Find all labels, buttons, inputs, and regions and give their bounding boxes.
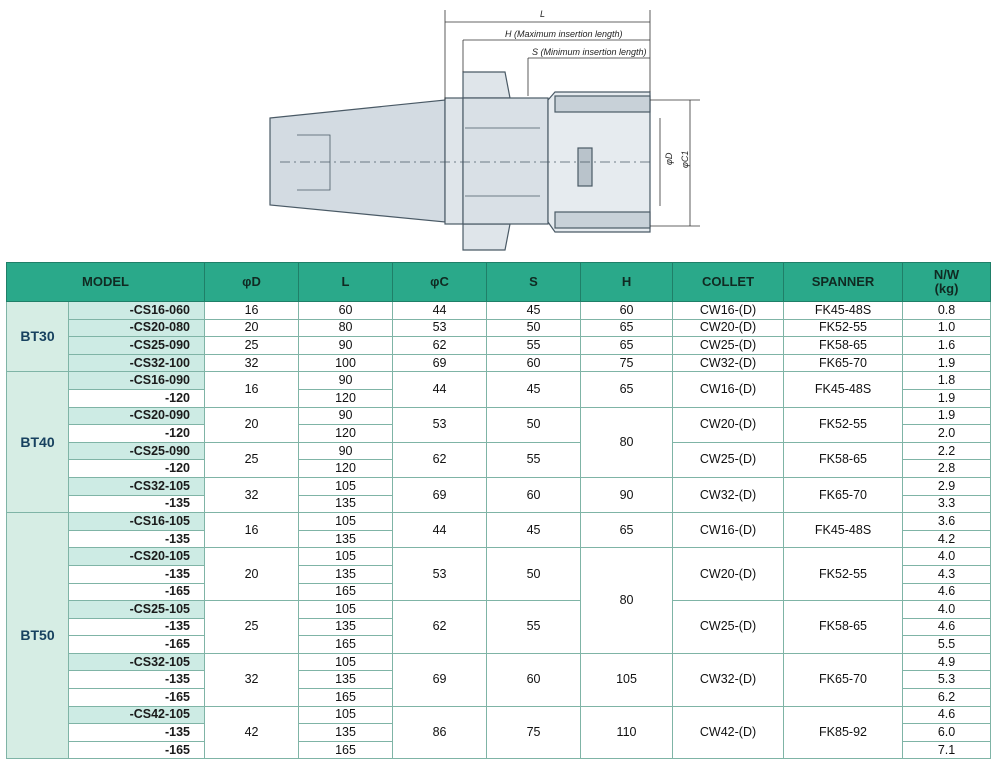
model-cell: -120 [69,425,205,443]
h-cell: 65 [581,513,673,548]
model-cell: -CS25-090 [69,442,205,460]
l-cell: 105 [299,548,393,566]
model-cell: -CS32-105 [69,477,205,495]
l-cell: 135 [299,495,393,513]
table-row [7,372,991,390]
group-label-bt50: BT50 [7,513,69,759]
h-cell: 65 [581,372,673,407]
spanner-cell: FK45-48S [784,372,903,407]
model-cell: -165 [69,741,205,759]
nw-cell: 2.9 [903,477,991,495]
group-label-bt30: BT30 [7,302,69,372]
d-cell: 42 [205,706,299,759]
h-cell: 65 [581,319,673,337]
collet-cell: CW32-(D) [673,354,784,372]
collet-cell: CW20-(D) [673,548,784,601]
nw-cell: 2.8 [903,460,991,478]
model-cell: -135 [69,724,205,742]
model-cell: -CS16-090 [69,372,205,390]
d-cell: 25 [205,442,299,477]
nw-cell: 4.3 [903,565,991,583]
d-cell: 16 [205,513,299,548]
spec-table [6,262,991,759]
spanner-cell: FK45-48S [784,513,903,548]
table-row [7,601,991,619]
model-cell: -165 [69,689,205,707]
nw-cell: 1.9 [903,389,991,407]
model-cell: -135 [69,671,205,689]
c-cell: 44 [393,513,487,548]
spanner-cell: FK65-70 [784,354,903,372]
nw-cell: 1.6 [903,337,991,355]
d-cell: 32 [205,477,299,512]
collet-cell: CW42-(D) [673,706,784,759]
model-cell: -CS16-060 [69,302,205,320]
nw-cell: 7.1 [903,741,991,759]
l-cell: 120 [299,425,393,443]
l-cell: 135 [299,530,393,548]
collet-cell: CW20-(D) [673,319,784,337]
h-cell: 60 [581,302,673,320]
l-cell: 105 [299,477,393,495]
l-cell: 120 [299,460,393,478]
model-cell: -CS32-100 [69,354,205,372]
l-cell: 165 [299,741,393,759]
dim-phiC1-label: φC1 [680,150,690,168]
nw-cell: 4.2 [903,530,991,548]
spanner-cell: FK58-65 [784,337,903,355]
c-cell: 62 [393,601,487,654]
s-cell: 50 [487,407,581,442]
nw-cell: 4.6 [903,583,991,601]
table-row [7,706,991,724]
header-collet: COLLET [673,263,784,302]
l-cell: 105 [299,653,393,671]
h-cell: 110 [581,706,673,759]
h-cell: 65 [581,337,673,355]
spanner-cell: FK45-48S [784,302,903,320]
spec-table-body [7,302,991,759]
l-cell: 105 [299,513,393,531]
nw-cell: 4.9 [903,653,991,671]
nw-cell: 4.0 [903,548,991,566]
model-cell: -CS25-105 [69,601,205,619]
nw-cell: 5.5 [903,636,991,654]
spanner-cell: FK58-65 [784,601,903,654]
l-cell: 100 [299,354,393,372]
dim-H-label: H (Maximum insertion length) [505,29,623,39]
nw-cell: 3.3 [903,495,991,513]
model-cell: -CS20-080 [69,319,205,337]
model-cell: -CS25-090 [69,337,205,355]
nw-cell: 6.2 [903,689,991,707]
header-c: φC [393,263,487,302]
h-cell: 80 [581,548,673,654]
dim-L-label: L [540,9,546,19]
nw-cell: 6.0 [903,724,991,742]
h-cell: 75 [581,354,673,372]
header-row [7,263,991,302]
table-row [7,442,991,460]
spanner-cell: FK65-70 [784,477,903,512]
l-cell: 60 [299,302,393,320]
s-cell: 50 [487,319,581,337]
header-nw: N/W (kg) [903,263,991,302]
nw-cell: 3.6 [903,513,991,531]
table-row [7,548,991,566]
s-cell: 55 [487,442,581,477]
c-cell: 44 [393,372,487,407]
model-cell: -165 [69,636,205,654]
spanner-cell: FK85-92 [784,706,903,759]
l-cell: 165 [299,636,393,654]
spanner-cell: FK52-55 [784,319,903,337]
collet-cell: CW16-(D) [673,372,784,407]
model-cell: -135 [69,618,205,636]
collet-cell: CW25-(D) [673,337,784,355]
d-cell: 20 [205,407,299,442]
s-cell: 45 [487,372,581,407]
model-cell: -CS32-105 [69,653,205,671]
c-cell: 44 [393,302,487,320]
c-cell: 53 [393,319,487,337]
collet-cell: CW25-(D) [673,601,784,654]
tool-holder-drawing [0,0,996,262]
nw-cell: 5.3 [903,671,991,689]
nw-cell: 2.0 [903,425,991,443]
table-row [7,302,991,320]
table-row [7,407,991,425]
c-cell: 53 [393,548,487,601]
nw-cell: 1.9 [903,407,991,425]
s-cell: 60 [487,653,581,706]
collet-cell: CW25-(D) [673,442,784,477]
model-cell: -120 [69,389,205,407]
table-row [7,477,991,495]
nw-cell: 4.6 [903,618,991,636]
l-cell: 105 [299,601,393,619]
s-cell: 60 [487,477,581,512]
table-row [7,513,991,531]
model-cell: -135 [69,530,205,548]
d-cell: 16 [205,302,299,320]
model-cell: -CS16-105 [69,513,205,531]
table-row [7,319,991,337]
c-cell: 69 [393,653,487,706]
holder-outline [270,72,650,250]
c-cell: 69 [393,477,487,512]
l-cell: 90 [299,407,393,425]
collet-cell: CW20-(D) [673,407,784,442]
model-cell: -CS42-105 [69,706,205,724]
d-cell: 25 [205,601,299,654]
model-cell: -CS20-090 [69,407,205,425]
model-cell: -165 [69,583,205,601]
table-row [7,653,991,671]
collet-cell: CW32-(D) [673,653,784,706]
model-cell: -135 [69,495,205,513]
d-cell: 32 [205,354,299,372]
s-cell: 75 [487,706,581,759]
s-cell: 45 [487,302,581,320]
nw-cell: 4.6 [903,706,991,724]
header-model: MODEL [7,263,205,302]
nw-cell: 2.2 [903,442,991,460]
l-cell: 135 [299,724,393,742]
dim-phiD-label: φD [664,152,674,165]
h-cell: 80 [581,407,673,477]
l-cell: 90 [299,372,393,390]
c-cell: 62 [393,442,487,477]
header-s: S [487,263,581,302]
d-cell: 20 [205,548,299,601]
nw-cell: 0.8 [903,302,991,320]
spanner-cell: FK52-55 [784,548,903,601]
table-row [7,337,991,355]
l-cell: 120 [299,389,393,407]
d-cell: 20 [205,319,299,337]
group-label-bt40: BT40 [7,372,69,513]
table-row [7,354,991,372]
l-cell: 90 [299,442,393,460]
c-cell: 62 [393,337,487,355]
l-cell: 80 [299,319,393,337]
collet-cell: CW16-(D) [673,513,784,548]
c-cell: 53 [393,407,487,442]
header-spanner: SPANNER [784,263,903,302]
l-cell: 135 [299,565,393,583]
model-cell: -135 [69,565,205,583]
nw-cell: 1.8 [903,372,991,390]
l-cell: 90 [299,337,393,355]
d-cell: 16 [205,372,299,407]
l-cell: 105 [299,706,393,724]
spanner-cell: FK65-70 [784,653,903,706]
nw-cell: 4.0 [903,601,991,619]
d-cell: 25 [205,337,299,355]
c-cell: 69 [393,354,487,372]
s-cell: 50 [487,548,581,601]
model-cell: -120 [69,460,205,478]
l-cell: 135 [299,671,393,689]
dim-S-label: S (Minimum insertion length) [532,47,647,57]
collet-cell: CW16-(D) [673,302,784,320]
l-cell: 165 [299,583,393,601]
s-cell: 55 [487,601,581,654]
s-cell: 45 [487,513,581,548]
header-h: H [581,263,673,302]
s-cell: 55 [487,337,581,355]
h-cell: 105 [581,653,673,706]
s-cell: 60 [487,354,581,372]
collet-cell: CW32-(D) [673,477,784,512]
nw-cell: 1.9 [903,354,991,372]
l-cell: 165 [299,689,393,707]
header-l: L [299,263,393,302]
header-d: φD [205,263,299,302]
spanner-cell: FK52-55 [784,407,903,442]
h-cell: 90 [581,477,673,512]
model-cell: -CS20-105 [69,548,205,566]
nw-cell: 1.0 [903,319,991,337]
d-cell: 32 [205,653,299,706]
c-cell: 86 [393,706,487,759]
spanner-cell: FK58-65 [784,442,903,477]
l-cell: 135 [299,618,393,636]
